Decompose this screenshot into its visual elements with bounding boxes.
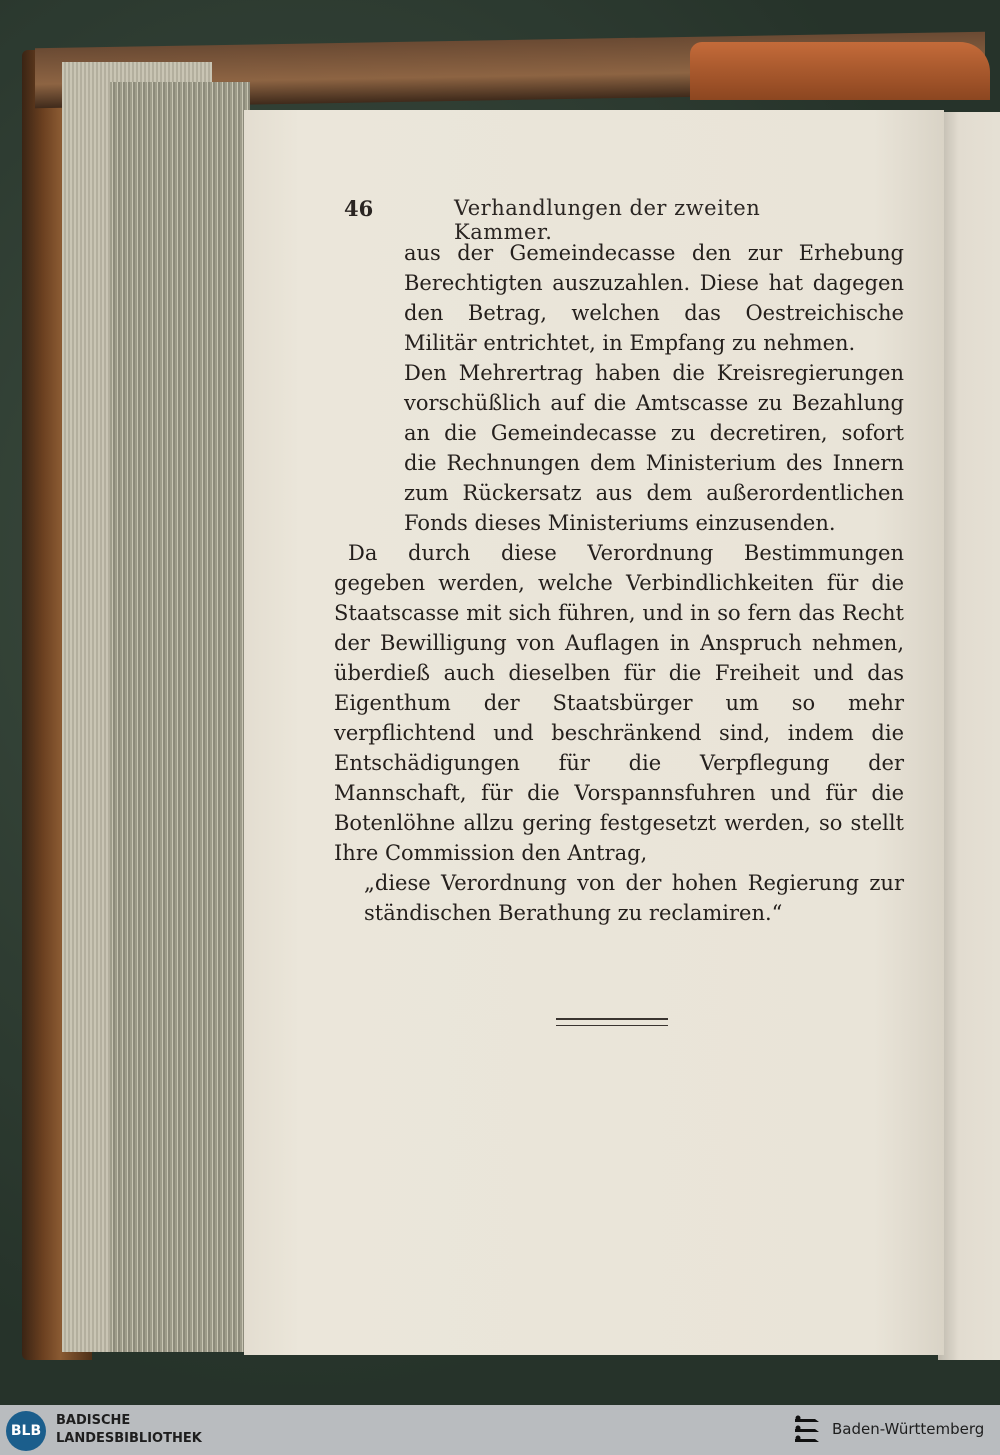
quoted-motion: „diese Verordnung von der hohen Regierung zur ständischen Berathung zu reclamiren.“: [364, 871, 904, 925]
page-header: [344, 196, 814, 244]
page-block-stack: [110, 82, 250, 1352]
state-name[interactable]: Baden-Württemberg: [832, 1420, 985, 1438]
paragraph-2: Den Mehrertrag haben die Kreisregierungen vorschüßlich auf die Amtscasse zu Bezahlung an die Gemeindecasse zu decretiren, sofort die Rechnungen dem Ministerium des Innern zum Rückersatz aus dem außerordentlichen Fonds dieses Ministeriums einzusenden.: [404, 361, 904, 535]
library-name-line1: BADISCHE: [56, 1413, 131, 1428]
section-divider: [556, 1018, 668, 1026]
book-headband: [690, 42, 990, 100]
paragraph-3: Da durch diese Verordnung Bestimmungen gegeben werden, welche Verbindlichkeiten für die Staatscasse mit sich führen, und in so fern das Recht der Bewilligung von Auflagen in Anspruch nehmen, überdieß auch dieselben für die Freiheit und das Eigenthum der Staatsbürger um so mehr verpflichtend und beschränkend sind, indem die Entschädigungen für die Verpflegung der Mannschaft, für die Vorspannsfuhren und für die Botenlöhne allzu gering festgesetzt werden, so stellt Ihre Commission den Antrag,: [334, 541, 904, 865]
page-body: [334, 238, 904, 928]
running-title: Verhandlungen der zweiten Kammer.: [454, 196, 761, 244]
three-lions-icon[interactable]: [792, 1414, 822, 1448]
paragraph-1: aus der Gemeindecasse den zur Erhebung Berechtigten auszuzahlen. Diese hat dagegen den Betrag, welchen das Oestreichische Militär entrichtet, in Empfang zu nehmen.: [404, 241, 904, 355]
library-name[interactable]: [56, 1412, 202, 1448]
facing-page: [938, 112, 1000, 1360]
blb-logo-icon[interactable]: BLB: [6, 1411, 46, 1451]
page-number: 46: [344, 196, 374, 221]
footer-bar: [0, 1405, 1000, 1455]
library-name-line2: LANDESBIBLIOTHEK: [56, 1431, 202, 1446]
